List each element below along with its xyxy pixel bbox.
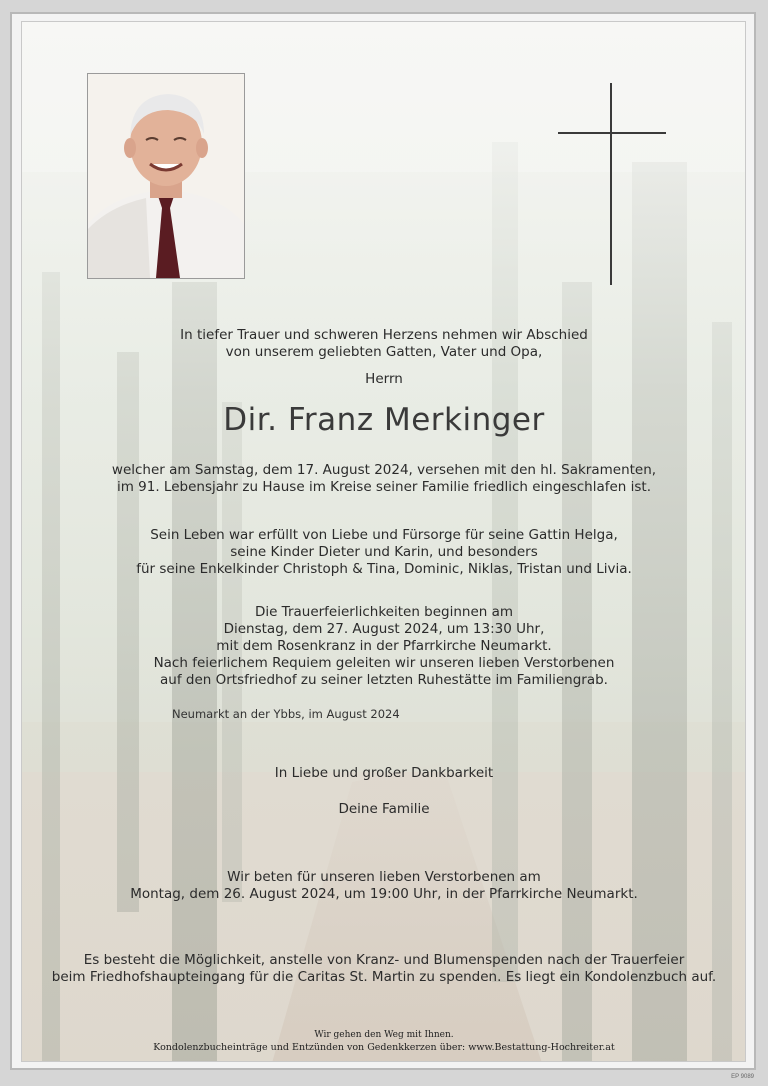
- death-line: im 91. Lebensjahr zu Hause im Kreise seiner Familie friedlich eingeschlafen ist.: [116, 479, 652, 495]
- document-code: EP 9089: [731, 1074, 754, 1080]
- funeral-line: Die Trauerfeierlichkeiten beginnen am: [254, 604, 514, 620]
- death-notice: [0, 462, 768, 496]
- funeral-line: Nach feierlichem Requiem geleiten wir unseren lieben Verstorbenen: [153, 655, 615, 671]
- life-line: Sein Leben war erfüllt von Liebe und Fürsorge für seine Gattin Helga,: [150, 527, 618, 543]
- portrait-image: [88, 74, 244, 278]
- funeral-details: [0, 604, 768, 689]
- place-date: Neumarkt an der Ybbs, im August 2024: [172, 707, 400, 721]
- death-line: welcher am Samstag, dem 17. August 2024, versehen mit den hl. Sakramenten,: [111, 462, 657, 478]
- funeral-line: mit dem Rosenkranz in der Pfarrkirche Neumarkt.: [216, 638, 552, 654]
- prayer-line: Montag, dem 26. August 2024, um 19:00 Uhr, in der Pfarrkirche Neumarkt.: [130, 886, 638, 902]
- intro-line: In tiefer Trauer und schweren Herzens nehmen wir Abschied: [180, 327, 588, 343]
- cross-icon: [558, 83, 666, 285]
- intro-line: von unserem geliebten Gatten, Vater und Opa,: [225, 344, 543, 360]
- intro-text: [0, 327, 768, 361]
- footer-website: Kondolenzbucheinträge und Entzünden von Gedenkkerzen über: www.Bestattung-Hochreiter.at: [153, 1042, 615, 1053]
- donation-line: beim Friedhofshaupteingang für die Caritas St. Martin zu spenden. Es liegt ein Kondolenzbuch auf.: [51, 969, 717, 985]
- prayer-text: [0, 869, 768, 903]
- funeral-line: auf den Ortsfriedhof zu seiner letzten Ruhestätte im Familiengrab.: [160, 672, 608, 688]
- donation-line: Es besteht die Möglichkeit, anstelle von Kranz- und Blumenspenden nach der Trauerfeier: [83, 952, 685, 968]
- life-line: für seine Enkelkinder Christoph & Tina, Dominic, Niklas, Tristan und Livia.: [136, 561, 632, 577]
- portrait-photo: [87, 73, 245, 279]
- deceased-name: Dir. Franz Merkinger: [223, 402, 545, 438]
- funeral-line: Dienstag, dem 27. August 2024, um 13:30 Uhr,: [223, 621, 545, 637]
- footer-slogan: Wir gehen den Weg mit Ihnen.: [314, 1030, 454, 1040]
- closing-love: In Liebe und großer Dankbarkeit: [274, 765, 494, 781]
- life-line: seine Kinder Dieter und Karin, und besonders: [230, 544, 538, 560]
- donation-text: [0, 952, 768, 986]
- closing-family: Deine Familie: [338, 801, 430, 817]
- prayer-line: Wir beten für unseren lieben Verstorbenen am: [227, 869, 541, 885]
- salutation: Herrn: [365, 371, 403, 387]
- life-text: [0, 527, 768, 578]
